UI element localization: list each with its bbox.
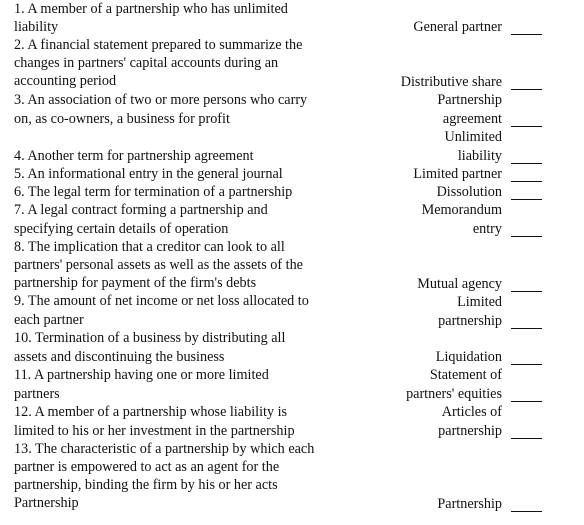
- definition-8-line-3: partnership for payment of the firm's debts: [14, 275, 257, 291]
- definition-2-line-1: 2. A financial statement prepared to summarize the: [14, 37, 303, 53]
- definition-12-line-2: limited to his or her investment in the partnership: [14, 423, 295, 439]
- term-statement-of-equities-1: Statement of: [429, 367, 502, 383]
- definition-8-line-2: partners' personal assets as well as the assets of the: [14, 257, 303, 273]
- definition-13-line-4: Partnership: [14, 495, 79, 511]
- definition-10-line-2: assets and discontinuing the business: [14, 349, 225, 365]
- answer-blank-partnership-agreement[interactable]: [511, 126, 542, 127]
- term-limited-partnership-2: partnership: [438, 313, 502, 329]
- definition-2-line-2: changes in partners' capital accounts during an: [14, 55, 279, 71]
- answer-blank-statement-of-equities[interactable]: [511, 401, 542, 402]
- definition-11-line-1: 11. A partnership having one or more limited: [14, 367, 269, 383]
- term-unlimited-liability-2: liability: [457, 148, 502, 164]
- definition-12-line-1: 12. A member of a partnership whose liability is: [14, 404, 288, 420]
- answer-blank-general-partner[interactable]: [511, 34, 542, 35]
- term-general-partner: General partner: [413, 19, 502, 35]
- term-partnership: Partnership: [437, 496, 502, 512]
- answer-blank-articles-of-partnership[interactable]: [511, 438, 542, 439]
- term-limited-partner: Limited partner: [413, 166, 502, 182]
- term-statement-of-equities-2: partners' equities: [406, 386, 502, 402]
- term-partnership-agreement-2: agreement: [442, 111, 502, 127]
- term-mutual-agency: Mutual agency: [417, 276, 502, 292]
- definition-10-line-1: 10. Termination of a business by distributing all: [14, 330, 286, 346]
- definition-5-line-1: 5. An informational entry in the general journal: [14, 166, 283, 182]
- term-articles-of-partnership-1: Articles of: [441, 404, 502, 420]
- term-memorandum-entry-2: entry: [472, 221, 502, 237]
- definition-7-line-2: specifying certain details of operation: [14, 221, 229, 237]
- answer-blank-mutual-agency[interactable]: [511, 291, 542, 292]
- term-articles-of-partnership-2: partnership: [438, 423, 502, 439]
- term-distributive-share: Distributive share: [400, 74, 502, 90]
- answer-blank-unlimited-liability[interactable]: [511, 163, 542, 164]
- definition-13-line-1: 13. The characteristic of a partnership by which each: [14, 441, 315, 457]
- definition-8-line-1: 8. The implication that a creditor can look to all: [14, 239, 285, 255]
- term-unlimited-liability-1: Unlimited: [444, 129, 502, 145]
- definition-4-line-1: 4. Another term for partnership agreement: [14, 148, 254, 164]
- definition-1-line-1: 1. A member of a partnership who has unlimited: [14, 1, 288, 17]
- answer-blank-dissolution[interactable]: [511, 199, 542, 200]
- answer-blank-partnership[interactable]: [511, 511, 542, 512]
- term-dissolution: Dissolution: [436, 184, 502, 200]
- definition-13-line-2: partner is empowered to act as an agent for the: [14, 459, 280, 475]
- definition-7-line-1: 7. A legal contract forming a partnership and: [14, 202, 268, 218]
- answer-blank-distributive-share[interactable]: [511, 89, 542, 90]
- definition-9-line-1: 9. The amount of net income or net loss allocated to: [14, 293, 309, 309]
- definition-11-line-2: partners: [14, 386, 60, 402]
- definition-3-line-1: 3. An association of two or more persons who carry: [14, 92, 308, 108]
- definition-9-line-2: each partner: [14, 312, 84, 328]
- definition-6-line-1: 6. The legal term for termination of a partnership: [14, 184, 293, 200]
- definition-3-line-2: on, as co-owners, a business for profit: [14, 111, 230, 127]
- definition-1-line-2: liability: [14, 19, 59, 35]
- answer-blank-limited-partner[interactable]: [511, 181, 542, 182]
- term-memorandum-entry-1: Memorandum: [421, 202, 502, 218]
- term-liquidation: Liquidation: [435, 349, 502, 365]
- term-partnership-agreement-1: Partnership: [437, 92, 502, 108]
- answer-blank-memorandum-entry[interactable]: [511, 236, 542, 237]
- definition-2-line-3: accounting period: [14, 73, 117, 89]
- answer-blank-liquidation[interactable]: [511, 364, 542, 365]
- definition-13-line-3: partnership, binding the firm by his or her acts: [14, 477, 278, 493]
- term-limited-partnership-1: Limited: [457, 294, 502, 310]
- answer-blank-limited-partnership[interactable]: [511, 328, 542, 329]
